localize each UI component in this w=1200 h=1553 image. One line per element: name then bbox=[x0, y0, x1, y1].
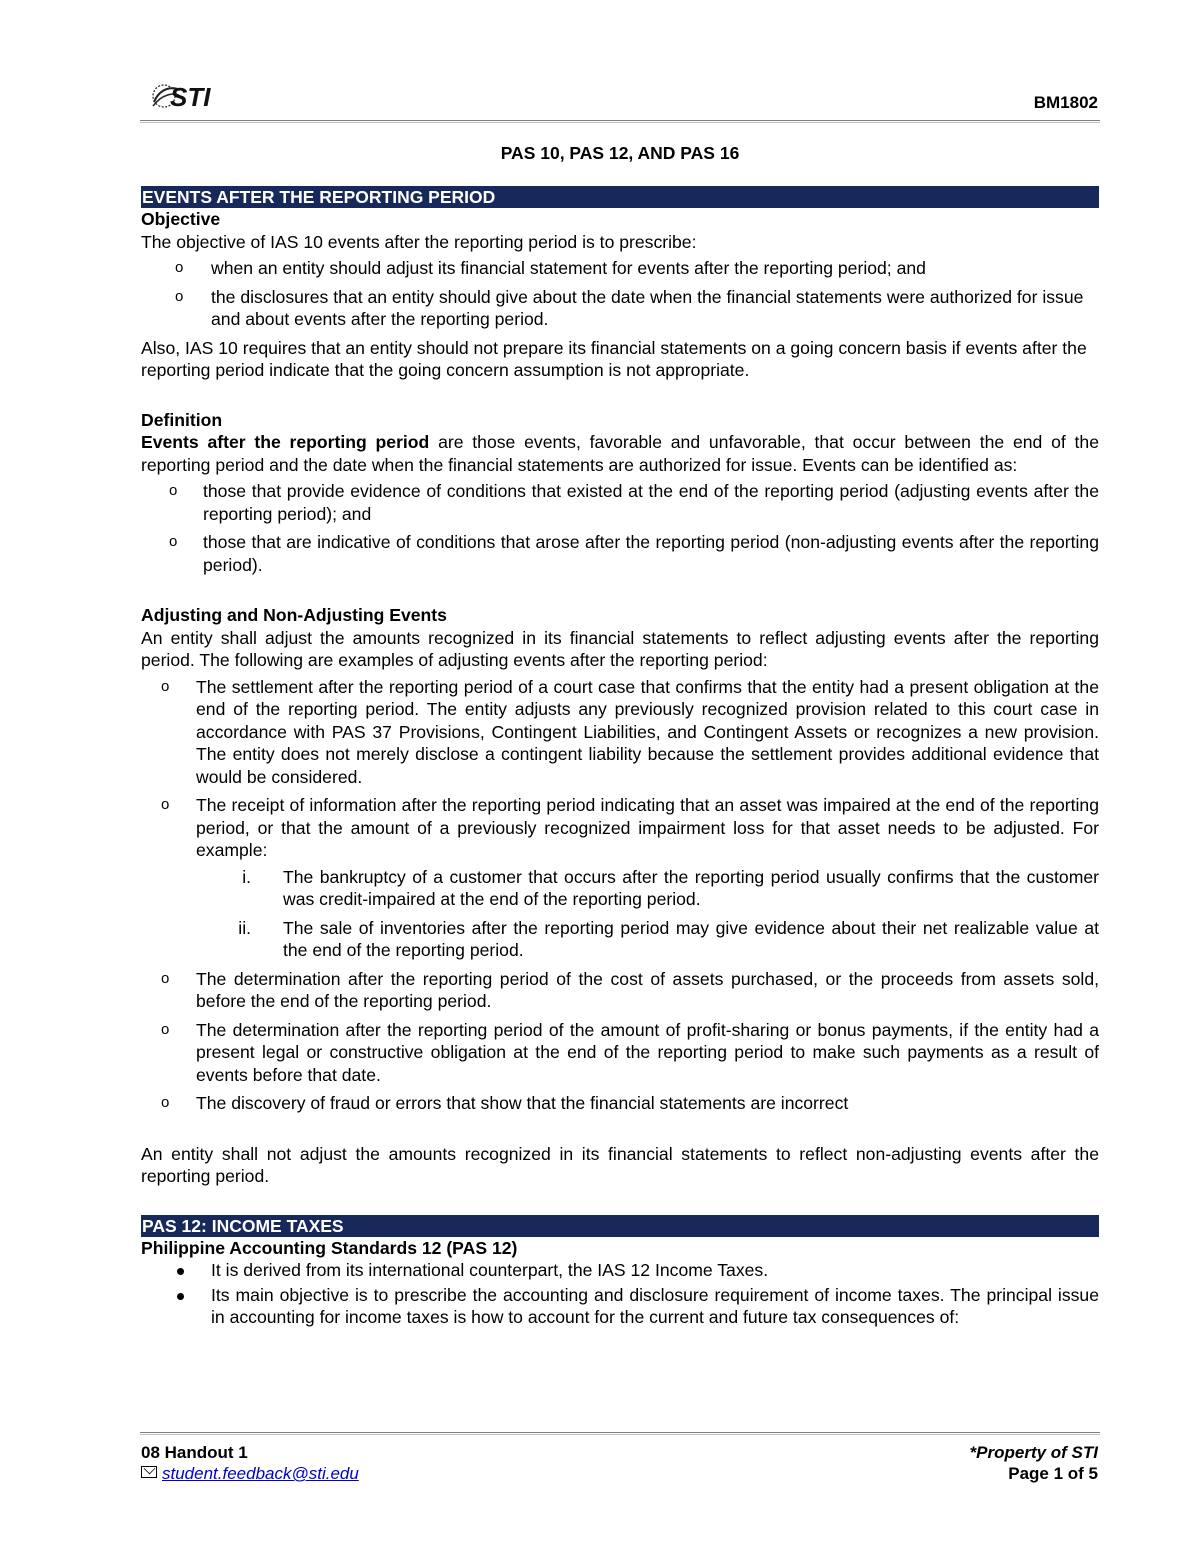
objective-list bbox=[141, 257, 1099, 331]
open-bullet-icon: o bbox=[169, 533, 178, 550]
feedback-email-link[interactable]: student.feedback@sti.edu bbox=[162, 1464, 359, 1483]
list-item: i. The bankruptcy of a customer that occurs after the reporting period usually confirms that the customer was credit-impaired at the end of the reporting period. bbox=[141, 866, 1099, 911]
list-item: o the disclosures that an entity should give about the date when the financial statements were authorized for issue and about events after the reporting period. bbox=[175, 286, 1084, 329]
open-bullet-icon: o bbox=[175, 259, 184, 276]
roman-numeral: i. bbox=[242, 866, 251, 887]
list-item: o The determination after the reporting period of the amount of profit-sharing or bonus payments, if the entity had a present legal or constructive obligation at the end of the reporting period to make such payments as a result of events before that date. bbox=[161, 1019, 1099, 1085]
list-item: o when an entity should adjust its financial statement for events after the reporting period; and bbox=[175, 258, 926, 278]
svg-text:STI: STI bbox=[170, 82, 211, 112]
roman-numeral: ii. bbox=[238, 917, 251, 938]
sti-logo bbox=[150, 78, 240, 114]
open-bullet-icon: o bbox=[175, 287, 184, 305]
example-list bbox=[141, 866, 1099, 962]
open-bullet-icon: o bbox=[161, 1020, 170, 1038]
footer-left bbox=[141, 1442, 359, 1484]
pas12-list bbox=[141, 1259, 1099, 1329]
bullet-icon bbox=[177, 1293, 184, 1300]
document-body bbox=[141, 186, 1099, 1331]
list-item: o The discovery of fraud or errors that show that the financial statements are incorrect bbox=[161, 1093, 849, 1113]
open-bullet-icon: o bbox=[161, 796, 170, 813]
list-item: o those that are indicative of conditions that arose after the reporting period (non-adjusting events after the reporting period). bbox=[169, 532, 1099, 575]
envelope-icon bbox=[141, 1466, 157, 1478]
open-bullet-icon: o bbox=[161, 969, 170, 987]
open-bullet-icon: o bbox=[169, 482, 178, 499]
definition-paragraph: Events after the reporting period are those events, favorable and unfavorable, that occur between the end of the reporting period and the date when the financial statements are authorized for issue. Events can be identified as: bbox=[141, 432, 1099, 475]
adjusting-heading: Adjusting and Non-Adjusting Events bbox=[141, 605, 447, 625]
footer-right bbox=[970, 1442, 1098, 1484]
list-item: o those that provide evidence of conditions that existed at the end of the reporting period (adjusting events after the reporting period); and bbox=[169, 481, 1099, 524]
list-item: ii. The sale of inventories after the reporting period may give evidence about their net realizable value at the end of the reporting period. bbox=[141, 917, 1099, 962]
list-item: Its main objective is to prescribe the accounting and disclosure requirement of income taxes. The principal issue in accounting for income taxes is how to account for the current and future tax consequences of: bbox=[141, 1284, 1099, 1329]
footer-rule bbox=[140, 1432, 1100, 1435]
objective-intro: The objective of IAS 10 events after the reporting period is to prescribe: bbox=[141, 231, 697, 252]
non-adjusting-paragraph: An entity shall not adjust the amounts recognized in its financial statements to reflect non-adjusting events after the reporting period. bbox=[141, 1143, 1099, 1186]
header-rule bbox=[140, 120, 1100, 123]
open-bullet-icon: o bbox=[161, 1094, 170, 1111]
list-item: o The determination after the reporting period of the cost of assets purchased, or the proceeds from assets sold, before the end of the reporting period. bbox=[161, 968, 1099, 1011]
document-title: PAS 10, PAS 12, AND PAS 16 bbox=[500, 143, 740, 163]
definition-term: Events after the reporting period bbox=[141, 432, 430, 452]
pas12-heading: Philippine Accounting Standards 12 (PAS 12) bbox=[141, 1237, 518, 1258]
objective-heading: Objective bbox=[141, 209, 221, 229]
adjusting-list-continued bbox=[141, 968, 1099, 1115]
adjusting-intro: An entity shall adjust the amounts recognized in its financial statements to reflect adjusting events after the reporting period. The following are examples of adjusting events after the reporting period: bbox=[141, 627, 1099, 670]
page-number: Page 1 of 5 bbox=[1008, 1464, 1098, 1483]
open-bullet-icon: o bbox=[161, 677, 170, 695]
section-band-events: EVENTS AFTER THE REPORTING PERIOD bbox=[141, 186, 1099, 208]
section-band-income-taxes: PAS 12: INCOME TAXES bbox=[141, 1215, 1099, 1237]
definition-heading: Definition bbox=[141, 409, 223, 430]
list-item: o The receipt of information after the reporting period indicating that an asset was impaired at the end of the reporting period, or that the amount of a previously recognized impairment loss for that asset needs to be adjusted. For example: bbox=[161, 795, 1099, 860]
feedback-line bbox=[141, 1463, 359, 1484]
bullet-icon bbox=[177, 1268, 184, 1275]
handout-label: 08 Handout 1 bbox=[141, 1443, 248, 1462]
list-item: It is derived from its international counterpart, the IAS 12 Income Taxes. bbox=[141, 1259, 1099, 1282]
property-notice: *Property of STI bbox=[969, 1443, 1098, 1462]
definition-list bbox=[141, 480, 1099, 576]
course-code: BM1802 bbox=[1033, 93, 1098, 112]
also-paragraph: Also, IAS 10 requires that an entity should not prepare its financial statements on a going concern basis if events after the reporting period indicate that the going concern assumption is not appropriate. bbox=[141, 337, 1087, 380]
adjusting-list bbox=[141, 676, 1099, 862]
list-item: o The settlement after the reporting period of a court case that confirms that the entity had a present obligation at the end of the reporting period. The entity adjusts any previously recognized provision related to this court case in accordance with PAS 37 Provisions, Contingent Liabilities, and Contingent Assets or recognizes a new provision. The entity does not merely disclose a contingent liability because the settlement provides additional evidence that would be considered. bbox=[161, 676, 1099, 787]
